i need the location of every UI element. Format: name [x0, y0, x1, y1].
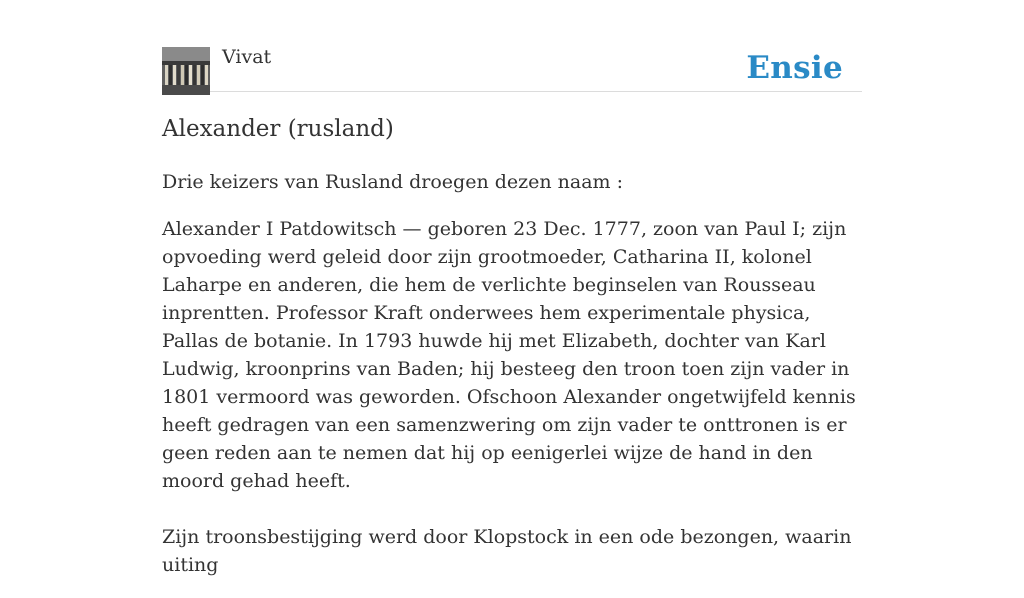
article-intro: Drie keizers van Rusland droegen dezen naam :: [162, 171, 624, 193]
header-bar: [162, 0, 862, 92]
article-title: Alexander (rusland): [162, 116, 394, 142]
document-page: [162, 0, 862, 576]
author-name[interactable]: Vivat: [222, 46, 272, 68]
article-body: [162, 168, 867, 598]
brand-logo[interactable]: Ensie: [746, 50, 843, 86]
article-paragraph-1: Alexander I Patdowitsch — geboren 23 Dec. 1777, zoon van Paul I; zijn opvoeding werd geleid door zijn grootmoeder, Catharina II, kolonel Laharpe en anderen, die hem de verlichte beginselen van Rousseau inprentten. Professor Kraft onderwees hem experimentale physica, Pallas de botanie. In 1793 huwde hij met Elizabeth, dochter van Karl Ludwig, kroonprins van Baden; hij besteeg den troon toen zijn vader in 1801 vermoord was geworden. Ofschoon Alexander ongetwijfeld kennis heeft gedragen van een samenzwering om zijn vader te onttronen is er geen reden aan te nemen dat hij op eenigerlei wijze de hand in den moord gehad heeft.: [162, 218, 856, 492]
avatar-image: [162, 47, 210, 95]
bookshelf-avatar-icon[interactable]: [162, 47, 210, 95]
article-paragraph-2: Zijn troonsbestijging werd door Klopstock in een ode bezongen, waarin uiting: [162, 526, 852, 576]
